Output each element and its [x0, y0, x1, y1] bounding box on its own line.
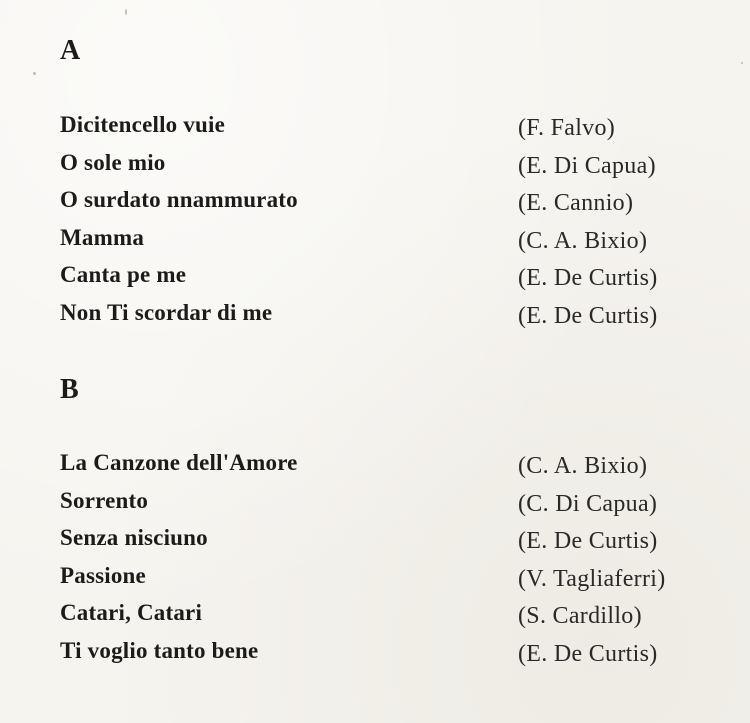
track-row: [0, 184, 750, 222]
track-composer: (C. Di Capua): [518, 490, 658, 517]
track-row: [0, 147, 750, 185]
track-composer: (E. De Curtis): [518, 265, 658, 292]
track-title: Sorrento: [60, 487, 149, 513]
track-composer: (C. A. Bixio): [518, 453, 648, 479]
track-composer: (E. De Curtis): [518, 528, 658, 555]
track-title: Canta pe me: [60, 262, 187, 288]
paper-speck: [125, 9, 127, 15]
track-row: [0, 597, 750, 635]
track-row: [0, 635, 750, 673]
track-row: [0, 522, 750, 560]
track-row: [0, 297, 750, 335]
track-composer: (E. De Curtis): [518, 640, 658, 667]
track-title: Senza nisciuno: [60, 525, 208, 551]
track-row: [0, 485, 750, 523]
track-title: Mamma: [60, 224, 145, 250]
track-row: [0, 109, 750, 147]
track-composer: (V. Tagliaferri): [518, 565, 666, 592]
side-a-track-list: [0, 109, 750, 335]
paper-speck: [33, 72, 36, 75]
track-composer: (C. A. Bixio): [518, 227, 648, 254]
side-a-heading: A: [60, 35, 81, 66]
track-composer: (F. Falvo): [518, 115, 616, 141]
track-title: Passione: [60, 562, 146, 588]
track-row: [0, 222, 750, 260]
paper-speck: [741, 62, 743, 64]
track-composer: (E. Di Capua): [518, 152, 656, 179]
side-b-heading: B: [60, 374, 79, 405]
track-title: Dicitencello vuie: [60, 112, 225, 137]
track-title: La Canzone dell'Amore: [60, 450, 298, 475]
track-title: Ti voglio tanto bene: [60, 637, 259, 663]
track-title: O surdato nnammurato: [60, 187, 298, 213]
track-title: O sole mio: [60, 149, 166, 175]
track-row: [0, 447, 750, 485]
track-row: [0, 560, 750, 598]
side-b-track-list: [0, 447, 750, 673]
track-title: Catari, Catari: [60, 600, 203, 626]
track-title: Non Ti scordar di me: [60, 299, 273, 325]
track-composer: (S. Cardillo): [518, 603, 642, 630]
track-composer: (E. De Curtis): [518, 302, 658, 329]
track-row: [0, 259, 750, 297]
track-composer: (E. Cannio): [518, 190, 634, 217]
